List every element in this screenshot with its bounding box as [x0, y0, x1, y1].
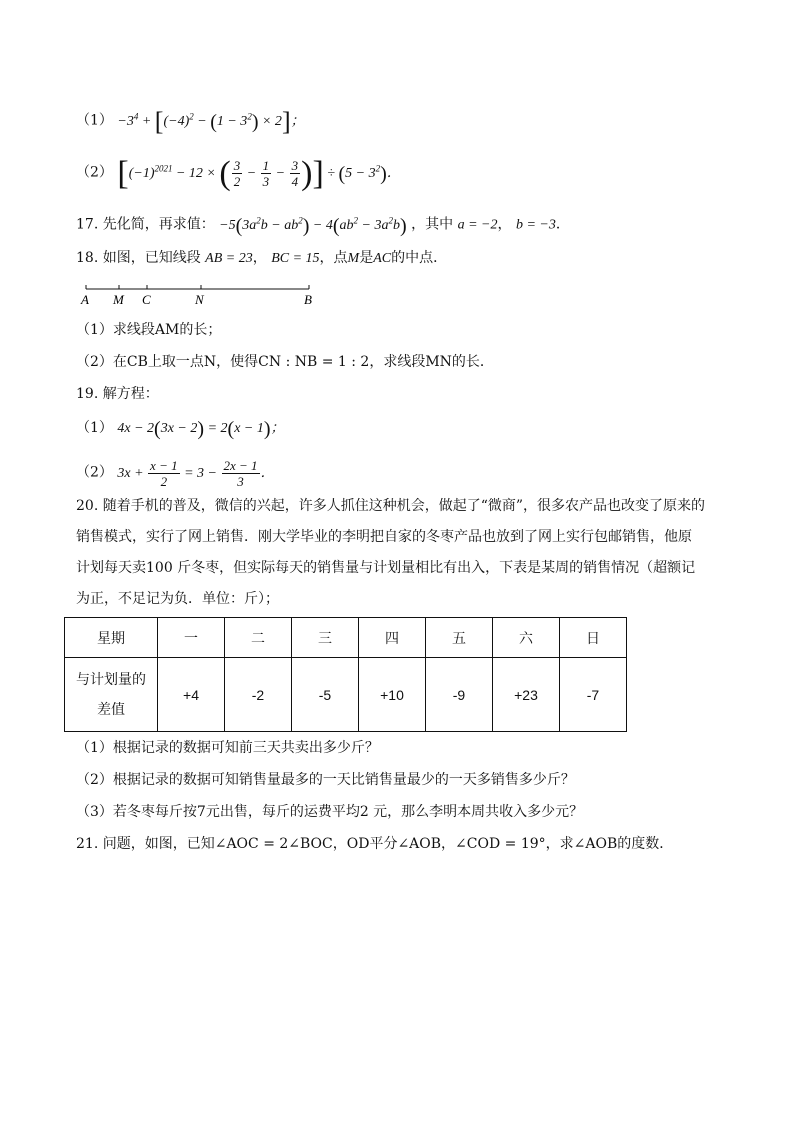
q16-part1: [76, 106, 305, 136]
q19-part1-number: （1）: [76, 420, 113, 436]
q17-lead: 17. 先化简，再求值：: [76, 216, 215, 233]
table-cell-day: 日: [560, 618, 627, 658]
q17-expression: $-5(3a^2b - ab^2) - 4(ab^2 - 3a^2b)$: [219, 214, 407, 237]
table-cell-diff: -2: [225, 658, 292, 732]
q18-is-mid: 是: [359, 250, 374, 266]
q20-part2: （2）根据记录的数据可知销售量最多的一天比销售量最少的一天多销售多少斤？: [76, 772, 575, 788]
q20-part3: （3）若冬枣每斤按7元出售，每斤的运费平均2 元，那么李明本周共收入多少元？: [76, 804, 584, 820]
table-cell-diff: -5: [292, 658, 359, 732]
q17-a-value: a = −2: [457, 217, 498, 233]
table-cell-diff: -9: [426, 658, 493, 732]
q20-line-1: 20. 随着手机的普及，微信的兴起，许多人抓住这种机会，做起了“微商”，很多农产品也改变了原来的: [76, 498, 706, 514]
q18-lead: 18. 如图，已知线段: [76, 250, 201, 266]
table-cell-diff: +4: [158, 658, 225, 732]
table-row: [65, 618, 627, 658]
table-header-difference: [65, 658, 158, 732]
q16-part1-expression: $-3^4 + [(-4)^2 - (1 - 3^2) \times 2]$；: [117, 106, 305, 136]
table-row: [65, 658, 627, 732]
difference-header-line2: 差值: [97, 701, 125, 718]
table-cell-day: 二: [225, 618, 292, 658]
table-cell-day: 五: [426, 618, 493, 658]
q19-part1: [76, 418, 285, 439]
sales-table: [64, 617, 627, 732]
q20-line-4: 为正，不足记为负．单位：斤）；: [76, 591, 279, 607]
q19-part2-equation: 3x + $\frac{x - 1}{2}$ = 3 − $\frac{2x - 1}{3}$ ．: [117, 458, 275, 489]
q19-part1-equation: 4x − 2(3x − 2) = 2(x − 1)；: [117, 417, 285, 440]
difference-header-line1: 与计划量的: [76, 671, 146, 688]
q18-segment-figure: [76, 280, 326, 310]
q18-ab: AB = 23: [205, 251, 253, 266]
q19-lead: 19. 解方程：: [76, 386, 159, 402]
q18-bc: BC = 15: [271, 251, 320, 266]
table-cell-diff: +10: [359, 658, 426, 732]
q16-part2-expression: [$(-1)^{2021} - 12$ × ( $\frac{3}{2}$ − $\frac{1}{3}$ − $\frac{3}{4}$ )] ÷ $(5 - 3^2)$．: [117, 154, 401, 192]
table-cell-day: 一: [158, 618, 225, 658]
label-a: A: [81, 292, 89, 307]
q17: 17. 先化简，再求值： $-5(3a^2b - ab^2) - 4(ab^2 - 3a^2b)$ ，其中 a = −2， b = −3．: [76, 214, 570, 237]
q16-part1-number: （1）: [76, 112, 113, 129]
q18-statement: 18. 如图，已知线段 AB = 23， BC = 15，点M是AC的中点．: [76, 250, 448, 266]
q18-m: M: [347, 251, 360, 266]
q16-part2: [76, 154, 401, 192]
q17-b-value: b = −3: [515, 217, 556, 233]
label-m: M: [113, 292, 124, 307]
q18-tail: 的中点．: [391, 250, 448, 266]
label-b: B: [304, 292, 312, 307]
q20-part1: （1）根据记录的数据可知前三天共卖出多少斤？: [76, 740, 379, 756]
q19-part2: [76, 458, 275, 489]
q17-condition: ，其中: [411, 216, 454, 233]
q20-line-3: 计划每天卖100 斤冬枣，但实际每天的销售量与计划量相比有出入，下表是某周的销售情况（超额记: [76, 560, 696, 576]
q19-part2-number: （2）: [76, 464, 113, 481]
table-cell-day: 四: [359, 618, 426, 658]
table-cell-diff: -7: [560, 658, 627, 732]
q18-part1: （1）求线段AM的长；: [76, 322, 222, 338]
table-cell-day: 三: [292, 618, 359, 658]
q21-statement: 21. 问题，如图，已知∠AOC = 2∠BOC，OD平分∠AOB，∠COD = 19°，求∠AOB的度数．: [76, 836, 674, 852]
table-header-weekday: 星期: [65, 618, 158, 658]
q16-part2-number: （2）: [76, 164, 113, 181]
table-cell-diff: +23: [493, 658, 560, 732]
label-c: C: [142, 292, 151, 307]
q20-line-2: 销售模式，实行了网上销售．刚大学毕业的李明把自家的冬枣产品也放到了网上实行包邮销售，他原: [76, 529, 692, 545]
label-n: N: [195, 292, 204, 307]
q18-mid-text: ，点: [319, 250, 348, 266]
table-cell-day: 六: [493, 618, 560, 658]
q18-part2: （2）在CB上取一点N，使得CN : NB = 1 : 2，求线段MN的长．: [76, 354, 494, 370]
q18-ac: AC: [373, 251, 392, 266]
